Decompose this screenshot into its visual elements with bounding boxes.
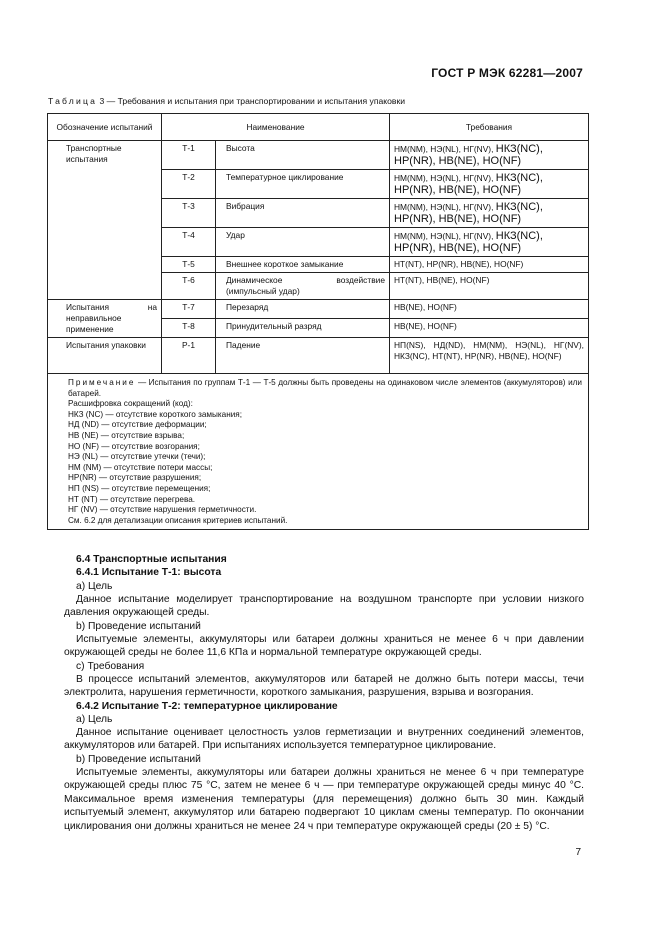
test-requirements: НТ(NT), НР(NR), НВ(NE), НО(NF) xyxy=(390,257,589,273)
requirements-table xyxy=(47,113,589,530)
table-note-row xyxy=(48,374,589,530)
req-line-1 xyxy=(394,144,543,154)
req-part: НМ(NM), НЭ(NL), НГ(NV), xyxy=(394,202,494,212)
test-name: Температурное циклирование xyxy=(216,170,390,199)
item-procedure-2: b) Проведение испытаний xyxy=(76,754,201,765)
req-line-2: НР(NR), НВ(NE), НО(NF) xyxy=(394,184,522,196)
section-6-4 xyxy=(76,553,584,593)
req-line-2: НР(NR), НВ(NE), НО(NF) xyxy=(394,213,522,225)
group-transport: Транспортные испытания xyxy=(48,141,162,300)
test-name: Падение xyxy=(216,338,390,374)
test-requirements xyxy=(390,170,589,199)
req-line-1 xyxy=(394,231,543,241)
req-line-1 xyxy=(394,173,543,183)
note-line: НГ (NV) — отсутствие нарушения герметичности. xyxy=(68,505,257,515)
group-misuse: Испытания на неправильное применение xyxy=(48,300,162,338)
test-code: Т-5 xyxy=(162,257,216,273)
test-requirements: НВ(NE), НО(NF) xyxy=(390,319,589,338)
test-name: Динамическое воздействие (импульсный удар) xyxy=(216,273,390,300)
test-requirements xyxy=(390,141,589,170)
table-caption xyxy=(48,96,405,106)
para-1: Данное испытание моделирует транспортирование на воздушном транспорте при условии низкого давления окружающей среды. xyxy=(64,594,584,619)
test-code: Р-1 xyxy=(162,338,216,374)
test-code: Т-3 xyxy=(162,199,216,228)
note-line: См. 6.2 для детализации описания критериев испытаний. xyxy=(68,515,288,525)
test-code: Т-7 xyxy=(162,300,216,319)
note-line: НВ (NE) — отсутствие взрыва; xyxy=(68,430,185,440)
caption-prefix: Таблица xyxy=(48,96,98,106)
test-name: Внешнее короткое замыкание xyxy=(216,257,390,273)
item-purpose-2: а) Цель xyxy=(76,714,113,725)
table-note xyxy=(48,374,589,530)
req-part-big: НКЗ(NC), xyxy=(495,172,543,184)
test-code: Т-6 xyxy=(162,273,216,300)
note-text: — Испытания по группам Т-1 — Т-5 должны быть проведены на одинаковом числе элементов (аккумуляторов) или батарей. xyxy=(68,378,582,398)
para-4: Данное испытание оценивает целостность узлов герметизации и внутренних соединений элементов, аккумуляторов или батарей. При испытаниях используется температурное циклирование. xyxy=(64,727,584,752)
req-line-1 xyxy=(394,202,543,212)
item-purpose: а) Цель xyxy=(76,580,113,592)
table-header-row xyxy=(48,114,589,141)
req-part: НМ(NM), НЭ(NL), НГ(NV), xyxy=(394,173,494,183)
req-line-2: НР(NR), НВ(NE), НО(NF) xyxy=(394,155,522,167)
col-header-name: Наименование xyxy=(162,114,390,141)
test-requirements xyxy=(390,228,589,257)
test-name: Перезаряд xyxy=(216,300,390,319)
table-row xyxy=(48,141,589,170)
note-line: НП (NS) — отсутствие перемещения; xyxy=(68,483,211,493)
note-lead xyxy=(68,378,582,399)
para-5: Испытуемые элементы, аккумуляторы или батареи должны храниться не менее 6 ч при температуре окружающей среды плюс 75 °С, затем не менее 6 ч — при температуре окружающей среды минус 40 °С. Максимальное время изменения температуры (для перемещения) должно быть 30 мин. Каждый испытуемый элемент, аккумулятор или батарею подвергают 10 циклам смены температур. По окончании циклирования они должны храниться не менее 24 ч при температуре окружающей среды (20 ± 5) °С. xyxy=(64,767,584,832)
heading-6-4: 6.4 Транспортные испытания xyxy=(76,554,227,565)
col-header-designation: Обозначение испытаний xyxy=(48,114,162,141)
req-part-big: НКЗ(NC), xyxy=(495,143,543,155)
note-line: Расшифровка сокращений (код): xyxy=(68,399,193,409)
heading-6-4-2: 6.4.2 Испытание Т-2: температурное циклирование xyxy=(76,701,338,712)
document-header: ГОСТ Р МЭК 62281—2007 xyxy=(431,66,583,80)
req-part: НМ(NM), НЭ(NL), НГ(NV), xyxy=(394,144,494,154)
test-requirements xyxy=(390,199,589,228)
test-code: Т-8 xyxy=(162,319,216,338)
table-row xyxy=(48,300,589,319)
note-line: НТ (NT) — отсутствие перегрева. xyxy=(68,494,196,504)
heading-6-4-1: 6.4.1 Испытание Т-1: высота xyxy=(76,567,222,579)
note-line: НЭ (NL) — отсутствие утечки (течи); xyxy=(68,452,206,462)
test-name: Удар xyxy=(216,228,390,257)
para-2: Испытуемые элементы, аккумуляторы или батареи должны храниться не менее 6 ч при давлении окружающей среды не более 11,6 КПа и нормальной температуре окружающей среды. xyxy=(64,634,584,659)
page-number: 7 xyxy=(575,847,581,858)
req-part: НМ(NM), НЭ(NL), НГ(NV), xyxy=(394,231,494,241)
test-code: Т-4 xyxy=(162,228,216,257)
test-requirements: НТ(NT), НВ(NE), НО(NF) xyxy=(390,273,589,300)
test-code: Т-2 xyxy=(162,170,216,199)
group-packaging: Испытания упаковки xyxy=(48,338,162,374)
test-code: Т-1 xyxy=(162,141,216,170)
test-name: Вибрация xyxy=(216,199,390,228)
col-header-requirements: Требования xyxy=(390,114,589,141)
test-requirements: НП(NS), НД(ND), НМ(NM), НЭ(NL), НГ(NV), НКЗ(NC), НТ(NT), НР(NR), НВ(NE), НО(NF) xyxy=(390,338,589,374)
note-line: НМ (NM) — отсутствие потери массы; xyxy=(68,462,213,472)
caption-text: 3 — Требования и испытания при транспортировании и испытания упаковки xyxy=(99,96,406,106)
note-line: НО (NF) — отсутствие возгорания; xyxy=(68,441,200,451)
item-procedure: b) Проведение испытаний xyxy=(76,621,201,632)
req-part-big: НКЗ(NC), xyxy=(495,201,543,213)
test-name: Высота xyxy=(216,141,390,170)
note-line: НКЗ (NC) — отсутствие короткого замыкания; xyxy=(68,409,243,419)
req-line-2: НР(NR), НВ(NE), НО(NF) xyxy=(394,242,522,254)
note-line: НР(NR) — отсутствие разрушения; xyxy=(68,473,202,483)
test-name: Принудительный разряд xyxy=(216,319,390,338)
note-label: Примечание xyxy=(68,378,136,387)
req-part-big: НКЗ(NC), xyxy=(495,230,543,242)
test-requirements: НВ(NE), НО(NF) xyxy=(390,300,589,319)
table-row xyxy=(48,338,589,374)
para-3: В процессе испытаний элементов, аккумуляторов или батарей не должно быть потери массы, течи электролита, нарушения герметичности, короткого замыкания, разрушения, взрыва и возгорания. xyxy=(64,674,584,699)
note-line: НД (ND) — отсутствие деформации; xyxy=(68,420,207,430)
item-requirements: с) Требования xyxy=(76,661,145,672)
